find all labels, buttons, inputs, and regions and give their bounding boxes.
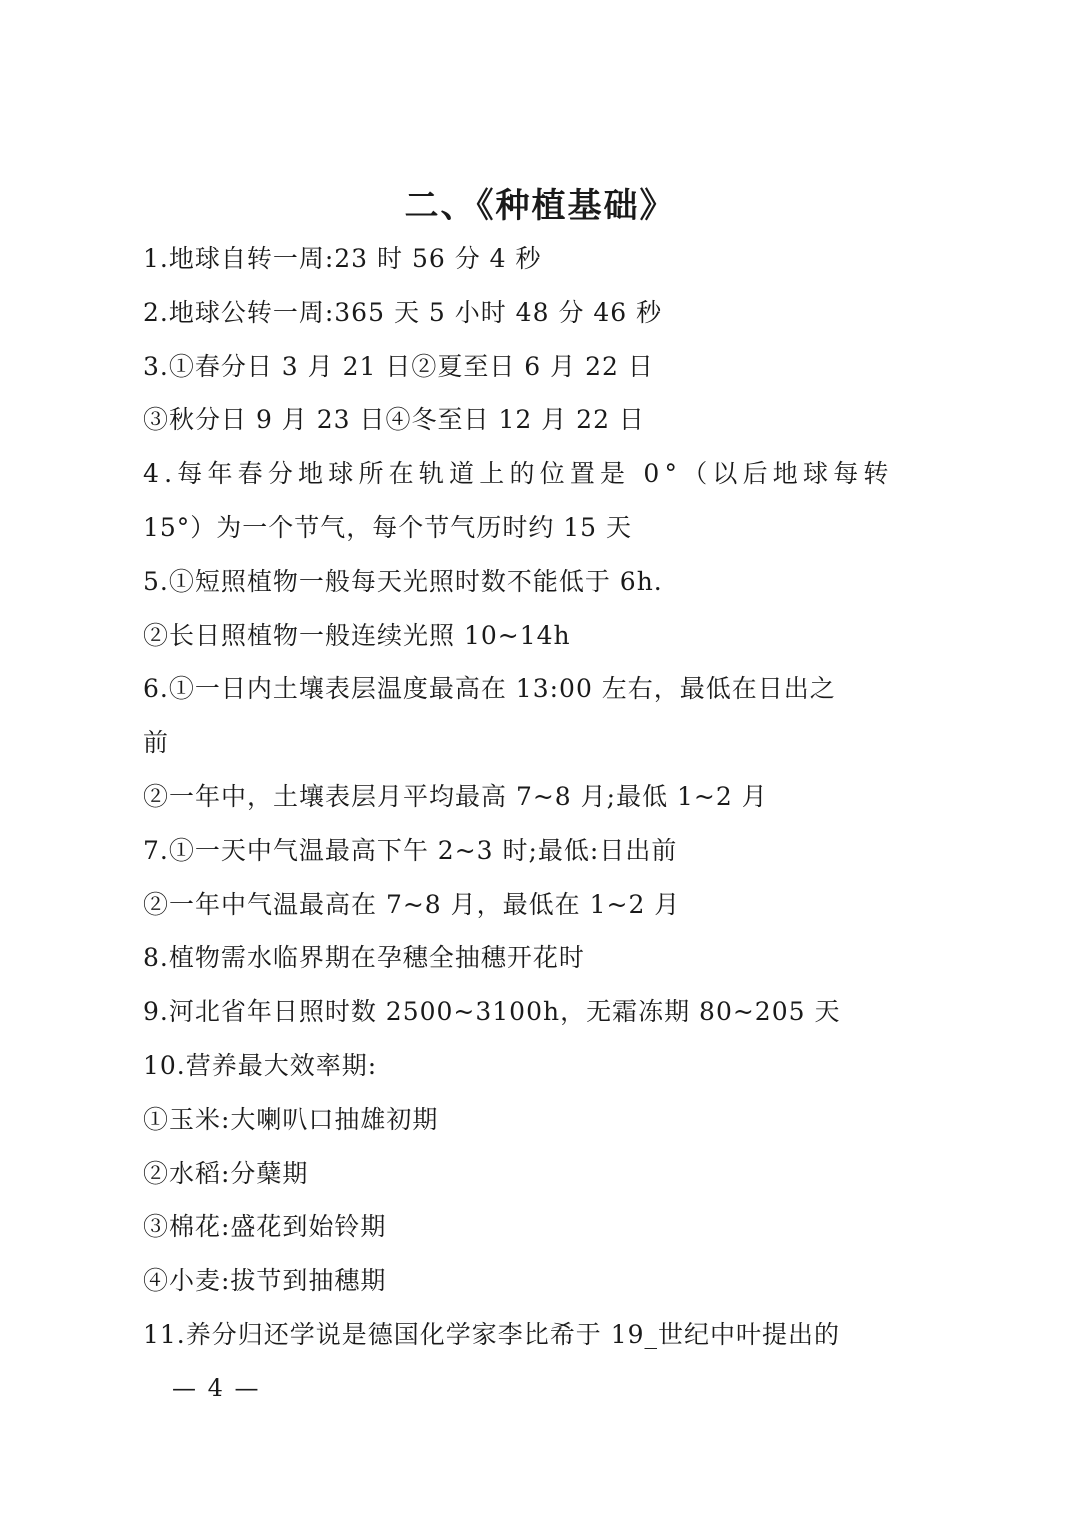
content-body <box>143 232 953 1362</box>
text-line: ②一年中，土壤表层月平均最高 7~8 月;最低 1~2 月 <box>143 781 768 811</box>
text-line: ②长日照植物一般连续光照 10~14h <box>143 620 571 650</box>
text-line: 7.①一天中气温最高下午 2~3 时;最低:日出前 <box>143 835 678 865</box>
text-line: 2.地球公转一周:365 天 5 小时 48 分 46 秒 <box>143 297 663 327</box>
text-line: ④小麦:拔节到抽穗期 <box>143 1266 387 1296</box>
text-line: 11.养分归还学说是德国化学家李比希于 19_世纪中叶提出的 <box>143 1319 841 1349</box>
text-line: 15°）为一个节气，每个节气历时约 15 天 <box>143 512 633 542</box>
text-line: 5.①短照植物一般每天光照时数不能低于 6h. <box>143 566 663 596</box>
text-line: 1.地球自转一周:23 时 56 分 4 秒 <box>143 244 542 273</box>
text-line: ②水稻:分蘖期 <box>143 1158 309 1188</box>
text-line: 前 <box>143 728 170 758</box>
text-line: ③棉花:盛花到始铃期 <box>143 1212 387 1242</box>
text-line: 9.河北省年日照时数 2500~3100h，无霜冻期 80~205 天 <box>143 997 841 1027</box>
text-line: ②一年中气温最高在 7~8 月，最低在 1~2 月 <box>143 889 681 919</box>
text-line: 6.①一日内土壤表层温度最高在 13:00 左右，最低在日出之 <box>143 674 836 704</box>
page-number: — 4 — <box>172 1374 261 1402</box>
section-title: 二、《种植基础》 <box>404 186 676 226</box>
text-line: 10.营养最大效率期: <box>143 1050 378 1080</box>
text-line: 3.①春分日 3 月 21 日②夏至日 6 月 22 日 <box>143 351 654 381</box>
text-line: 4.每年春分地球所在轨道上的位置是 0°（以后地球每转 <box>143 459 894 489</box>
text-line: ①玉米:大喇叭口抽雄初期 <box>143 1104 439 1134</box>
text-line: 8.植物需水临界期在孕穗全抽穗开花时 <box>143 943 585 973</box>
text-line: ③秋分日 9 月 23 日④冬至日 12 月 22 日 <box>143 405 645 435</box>
